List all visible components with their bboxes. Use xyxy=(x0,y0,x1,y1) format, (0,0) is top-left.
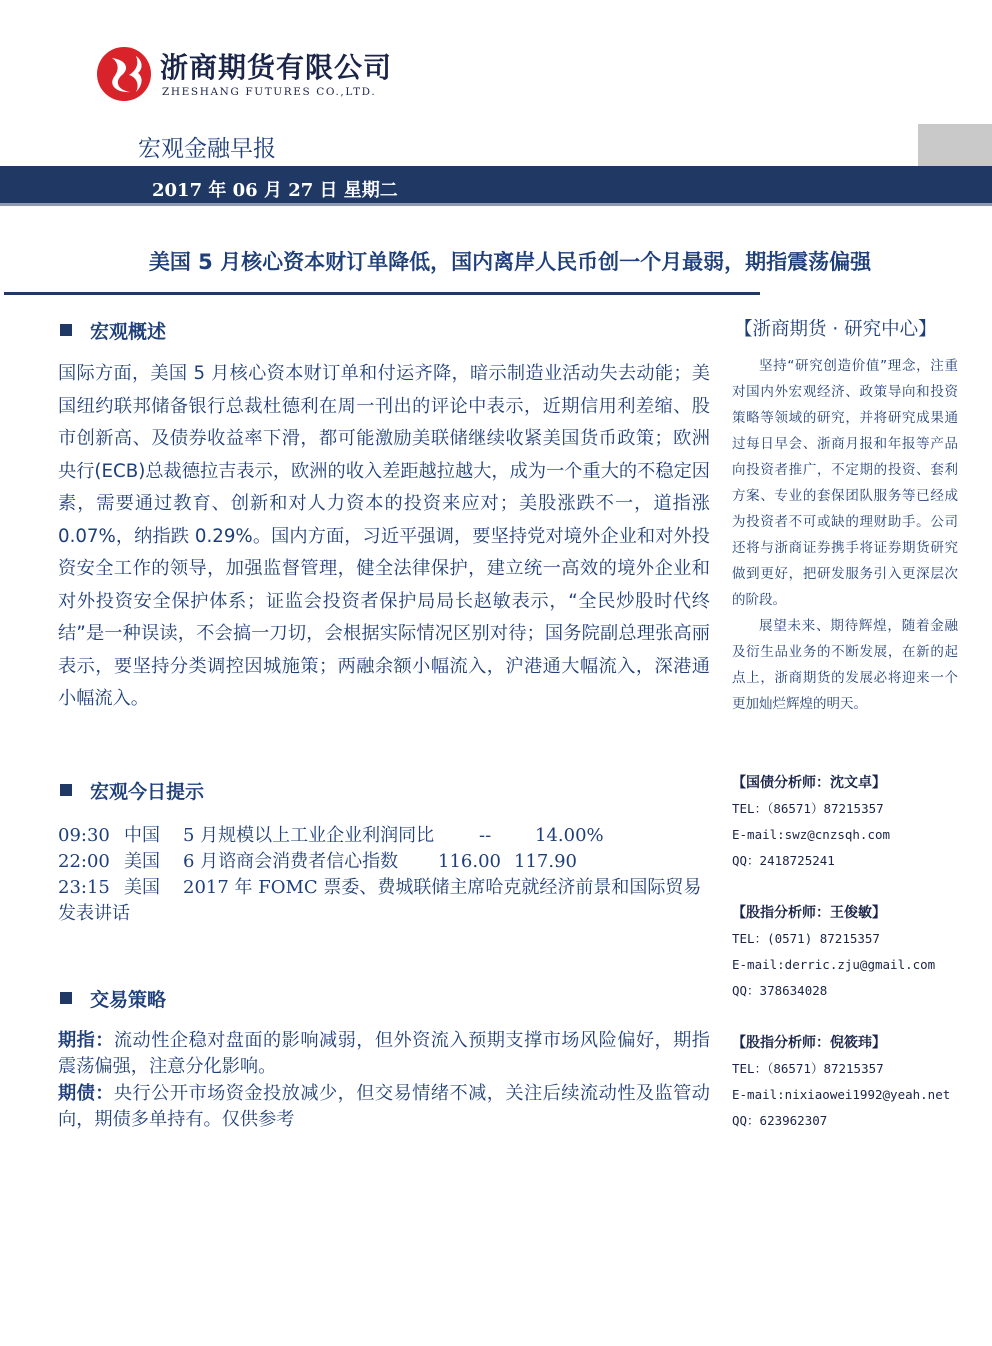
report-date: 2017 年 06 月 27 日 星期二 xyxy=(152,180,398,201)
analyst-card xyxy=(732,1030,972,1134)
section-title: 宏观概述 xyxy=(90,321,167,343)
sidebar-title: 【浙商期货 · 研究中心】 xyxy=(734,319,937,340)
strategy-text: 流动性企稳对盘面的影响减弱，但外资流入预期支撑市场风险偏好，期指震荡偏强，注意分化影响。 xyxy=(58,1030,710,1077)
analyst-qq: QQ：378634028 xyxy=(732,983,828,998)
company-name-cn: 浙商期货有限公司 xyxy=(160,51,393,84)
analyst-email: E-mail:swz@cnzsqh.com xyxy=(732,827,891,842)
sidebar-intro: 坚持“研究创造价值”理念，注重对国内外宏观经济、政策导向和投资策略等领域的研究，并将研究成果通过每日早会、浙商月报和年报等产品向投资者推广，不定期的投资、套利方案、专业的套保团队服务等已经成为投资者不可或缺的理财助手。公司还将与浙商证券携手将证券期货研究做到更好，把研发服务引入更深层次的阶段。 xyxy=(732,358,958,608)
date-bar xyxy=(0,166,992,206)
analyst-qq: QQ：2418725241 xyxy=(732,853,835,868)
event-name: 6 月谘商会消费者信心指数 xyxy=(183,851,399,872)
event-row xyxy=(58,823,718,849)
event-value: 14.00% xyxy=(535,825,604,846)
analyst-title: 【国债分析师：沈文卓】 xyxy=(732,775,886,791)
headline: 美国 5 月核心资本财订单降低，国内离岸人民币创一个月最弱，期指震荡偏强 xyxy=(148,250,872,274)
analyst-tel: TEL：（86571）87215357 xyxy=(732,801,884,816)
section-header-strategy xyxy=(60,985,166,1012)
event-row xyxy=(58,849,718,875)
event-country: 美国 xyxy=(124,851,160,872)
event-name: 2017 年 FOMC 票委、费城联储主席哈克就经济前景和国际贸易发表讲话 xyxy=(58,877,702,924)
event-time: 23:15 xyxy=(58,877,110,898)
event-name: 5 月规模以上工业企业利润同比 xyxy=(183,825,435,846)
strategy-item: 期债：央行公开市场资金投放减少，但交易情绪不减，关注后续流动性及监管动向，期债多单持有。仅供参考 xyxy=(58,1083,710,1130)
analyst-email: E-mail:nixiaowei1992@yeah.net xyxy=(732,1087,951,1102)
analyst-title: 【股指分析师：倪筱玮】 xyxy=(732,1035,886,1051)
strategy-label: 期指 xyxy=(58,1030,96,1051)
analyst-tel: TEL：（86571）87215357 xyxy=(732,1061,884,1076)
strategy-label: 期债 xyxy=(58,1083,96,1104)
event-time: 09:30 xyxy=(58,825,110,846)
report-type: 宏观金融早报 xyxy=(138,136,276,162)
decorative-block xyxy=(918,124,992,166)
event-country: 中国 xyxy=(124,825,160,846)
strategy-item: 期指：流动性企稳对盘面的影响减弱，但外资流入预期支撑市场风险偏好，期指震荡偏强，注意分化影响。 xyxy=(58,1030,710,1077)
square-bullet-icon xyxy=(60,784,72,796)
square-bullet-icon xyxy=(60,992,72,1004)
company-name-en: ZHESHANG FUTURES CO.,LTD. xyxy=(162,86,377,98)
analyst-qq: QQ：623962307 xyxy=(732,1113,828,1128)
headline-divider xyxy=(4,292,760,295)
company-logo-icon xyxy=(96,46,152,102)
analyst-tel: TEL：(0571) 87215357 xyxy=(732,931,880,946)
analyst-card xyxy=(732,900,972,1004)
event-value: 117.90 xyxy=(514,851,577,872)
section-header-today xyxy=(60,777,204,804)
analyst-title: 【股指分析师：王俊敏】 xyxy=(732,905,886,921)
section-title: 宏观今日提示 xyxy=(90,781,205,803)
strategy-text: 央行公开市场资金投放减少，但交易情绪不减，关注后续流动性及监管动向，期债多单持有。仅供参考 xyxy=(58,1083,710,1130)
event-time: 22:00 xyxy=(58,851,110,872)
analyst-card xyxy=(732,770,972,874)
section-title: 交易策略 xyxy=(90,989,167,1011)
overview-paragraph: 国际方面，美国 5 月核心资本财订单和付运齐降，暗示制造业活动失去动能；美国纽约联邦储备银行总裁杜德利在周一刊出的评论中表示，近期信用利差缩、股市创新高、及债券收益率下滑，都可能激励美联储继续收紧美国货币政策；欧洲央行(ECB)总裁德拉吉表示，欧洲的收入差距越拉越大，成为一个重大的不稳定因素，需要通过教育、创新和对人力资本的投资来应对；美股涨跌不一，道指涨 0.07%，纳指跌 0.29%。国内方面，习近平强调，要坚持党对境外企业和对外投资安全工作的领导，加强监督管理，健全法律保护，建立统一高效的境外企业和对外投资安全保护体系；证监会投资者保护局局长赵敏表示，“全民炒股时代终结”是一种误读，不会搞一刀切，会根据实际情况区别对待；国务院副总理张高丽表示，要坚持分类调控因城施策；两融余额小幅流入，沪港通大幅流入，深港通小幅流入。 xyxy=(58,363,710,709)
analyst-email: E-mail:derric.zju@gmail.com xyxy=(732,957,936,972)
event-country: 美国 xyxy=(124,877,160,898)
event-prev: 116.00 xyxy=(438,851,501,872)
event-prev: -- xyxy=(479,825,492,846)
event-row xyxy=(58,875,718,927)
sidebar-intro: 展望未来、期待辉煌，随着金融及衍生品业务的不断发展，在新的起点上，浙商期货的发展必将迎来一个更加灿烂辉煌的明天。 xyxy=(732,618,958,712)
square-bullet-icon xyxy=(60,324,72,336)
section-header-overview xyxy=(60,317,166,344)
